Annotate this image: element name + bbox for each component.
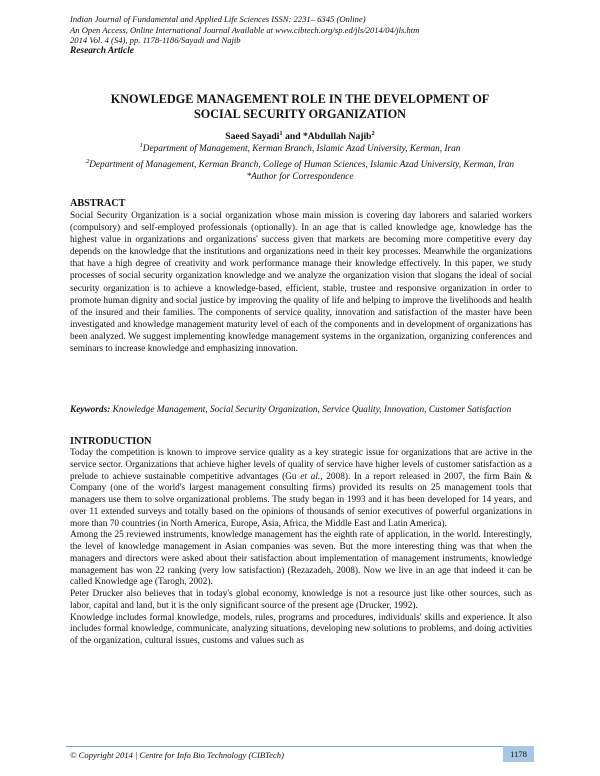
author-1-sup: 1 <box>279 130 283 137</box>
intro-paragraph-3: Peter Drucker also believes that in today's global economy, knowledge is not a resource just like other sources, such as labor, capital and land, but it is the only significant source of the present age (Drucker, 1992). <box>70 589 532 611</box>
affiliation-1 <box>66 140 534 156</box>
paper-title <box>60 92 540 122</box>
intro-paragraph-2: Among the 25 reviewed instruments, knowledge management has the eighth rate of application, in the world. Interestingly, the level of knowledge management in Asian companies was seven. But the more interesting thing was that when the managers and directors were asked about their satisfaction about implementation of management instruments, knowledge management has won 22 ranking (very low satisfaction) (Rezazadeh, 2008). Now we live in an age that indeed it can be called Knowledge age (Tarogh, 2002). <box>70 530 532 588</box>
page-number: 1178 <box>503 746 534 762</box>
abstract-heading: ABSTRACT <box>70 198 126 209</box>
correspondence-note: *Author for Correspondence <box>246 171 354 182</box>
introduction-body <box>70 448 532 648</box>
affiliation-2 <box>66 156 534 172</box>
author-1: Saeed Sayadi <box>225 131 280 143</box>
intro-p1-etal: et al., <box>300 471 323 482</box>
title-line-1: KNOWLEDGE MANAGEMENT ROLE IN THE DEVELOPMENT OF <box>110 92 490 106</box>
affiliation-2-text: Department of Management, Kerman Branch, College of Human Sciences, Islamic Azad University, Kerman, Iran <box>89 159 515 170</box>
footer-copyright: © Copyright 2014 | Centre for Info Bio Technology (CIBTech) <box>70 750 284 760</box>
affiliations <box>66 140 534 183</box>
journal-url: An Open Access, Online International Journal Available at www.cibtech.org/sp.ed/jls/2014/04/jls.htm <box>70 24 420 35</box>
abstract-text: Social Security Organization is a social organization whose main mission is covering day laborers and salaried workers (compulsory) and self-employed professionals (optionally). In an age that is called knowledge age, knowledge has the highest value in organizations and organizations' success given that markets are becoming more competitive every day depends on the knowledge that the institutions and organizations need in their key processes. Meanwhile the organizations that have a high degree of creativity and work performance manage their knowledge effectively. In this paper, we study processes of social security organization knowledge and we analyze the organization vision that slogans the ideal of social security organization is to achieve a knowledge-based, efficient, stable, trustee and responsive organization in order to promote human dignity and social justice by improving the quality of life and helping to improve the livelihoods and health of the insured and their families. The components of service quality, innovation and satisfaction of the master have been investigated and knowledge management maturity level of each of the components and in development of organizations has been analyzed. We suggest implementing knowledge management systems in the organization, organizing conferences and seminars to increase knowledge and emphasizing innovation. <box>70 211 532 355</box>
affiliation-1-text: Department of Management, Kerman Branch, Islamic Azad University, Kerman, Iran <box>142 144 461 155</box>
author-2: *Abdullah Najib <box>302 131 372 143</box>
affiliation-2-sup: 2 <box>85 157 90 165</box>
keywords <box>70 404 532 416</box>
intro-p1-part-a: Today the competition is known to improve service quality as a key strategic issue for organizations that are active in the service sector. Organizations that achieve higher levels of quality of service have higher levels of customer satisfaction as a prelude to achieve sustainable competitive advantages (Gu <box>70 448 532 482</box>
intro-paragraph-4: Knowledge includes formal knowledge, models, rules, programs and procedures, individuals' skills and experience. It also includes formal knowledge, communicate, analyzing situations, developing new solutions to problems, and doing activities of the organization, cultural issues, customs and values such as <box>70 612 532 646</box>
intro-p1-part-b: 2008). In a report released in 2007, the firm Bain & Company (one of the world's largest management consulting firms) provided its results on 25 management tools that managers use them to solve organizational problems. The study began in 1993 and it has been developed for 14 years, and over 11 extended surveys and totally based on the opinions of thousands of senior executives of powerful organizations in more than 70 countries (in North America, Europe, Asia, Africa, the Middle East and Latin America). <box>70 471 532 529</box>
intro-paragraph-1 <box>70 448 532 530</box>
keywords-text: Knowledge Management, Social Security Organization, Service Quality, Innovation, Customer Satisfaction <box>110 405 512 415</box>
title-line-2: SOCIAL SECURITY ORGANIZATION <box>194 107 406 121</box>
journal-name: Indian Journal of Fundamental and Applied Life Sciences ISSN: 2231– 6345 (Online) <box>70 14 366 24</box>
introduction-heading: INTRODUCTION <box>70 436 152 447</box>
footer-divider <box>66 746 534 747</box>
journal-header <box>70 14 540 56</box>
keywords-label: Keywords: <box>70 405 111 415</box>
affiliation-1-sup: 1 <box>139 142 143 149</box>
author-2-sup: 2 <box>371 130 375 137</box>
journal-volume: 2014 Vol. 4 (S4), pp. 1178-1186/Sayadi and Najib <box>70 35 241 46</box>
article-type: Research Article <box>70 45 134 56</box>
authors-and: and <box>282 131 303 143</box>
